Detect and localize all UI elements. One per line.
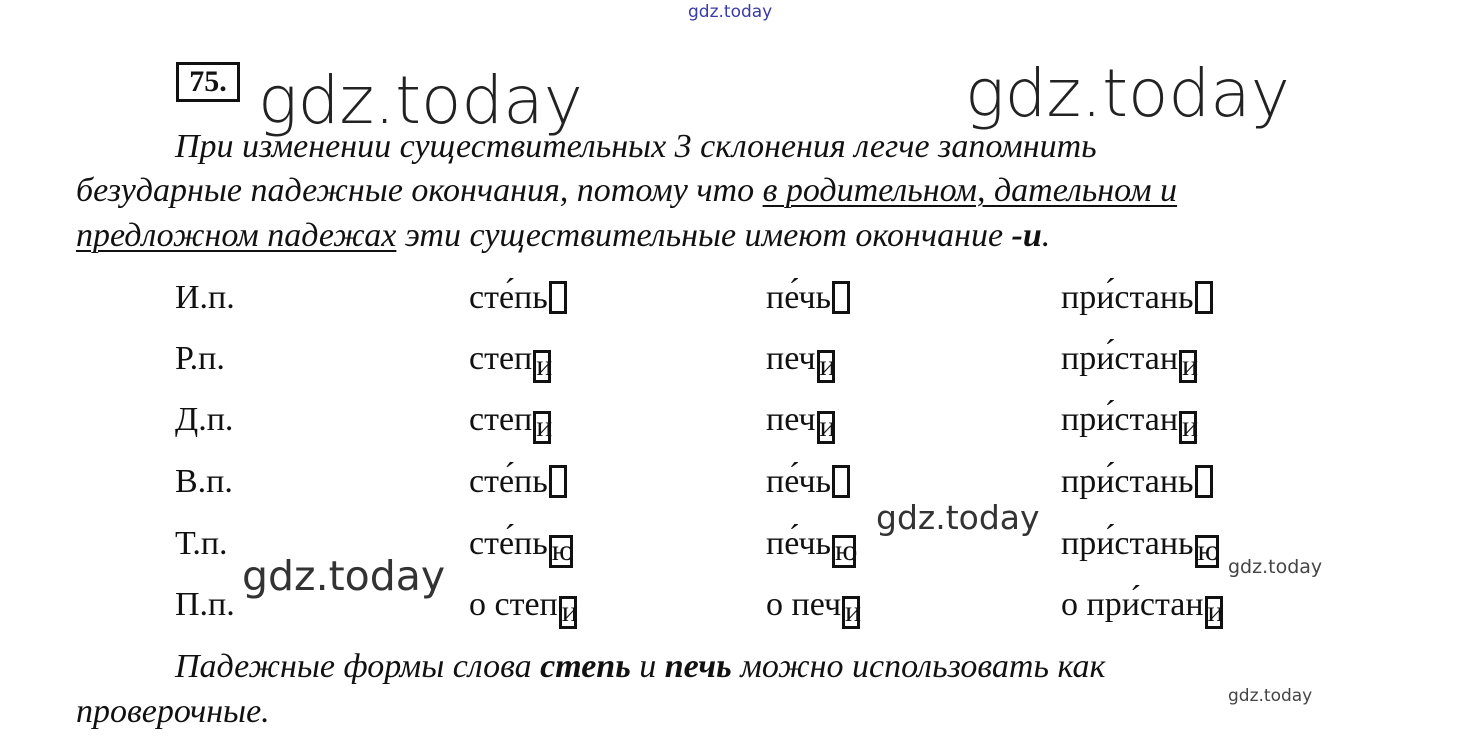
- ending-box: и: [1179, 411, 1197, 444]
- word-stem: при́стан: [1061, 401, 1179, 438]
- word-stem: при́стань: [1061, 463, 1194, 500]
- watermark-small-2: gdz.today: [1228, 686, 1313, 706]
- word-stem: сте́пь: [469, 525, 548, 562]
- word-stem: о при́стан: [1061, 586, 1204, 623]
- word-form: [1061, 586, 1223, 629]
- word-form: [469, 586, 577, 629]
- exercise-number: 75.: [176, 62, 240, 102]
- case-label: Р.п.: [175, 340, 225, 377]
- watermark-big-left: gdz.today: [258, 62, 583, 139]
- intro-line-2-underlined: в родительном, дательном и: [762, 172, 1178, 209]
- word-stem: при́стан: [1061, 340, 1179, 377]
- ending-box: ю: [1195, 535, 1219, 568]
- word-form: [469, 525, 573, 568]
- word-stem: печ: [766, 401, 816, 438]
- word-form: [469, 463, 567, 501]
- word-stem: сте́пь: [469, 279, 548, 316]
- word-form: [766, 525, 856, 568]
- intro-line-3-text: эти существительные имеют окончание: [396, 217, 1012, 254]
- word-form: [1061, 463, 1213, 501]
- ending-i: -и: [1011, 217, 1042, 254]
- word-stem: при́стань: [1061, 279, 1194, 316]
- conclusion-word-2: печь: [664, 648, 732, 685]
- word-form: [1061, 279, 1213, 317]
- word-stem: пе́чь: [766, 525, 832, 562]
- ending-box: ю: [549, 535, 573, 568]
- intro-line-3-underlined: предложном падежах: [76, 217, 397, 254]
- case-label: П.п.: [175, 586, 235, 623]
- case-label: В.п.: [175, 463, 233, 500]
- word-form: [1061, 340, 1197, 383]
- intro-line-3-end: .: [1041, 217, 1051, 254]
- conclusion-text-2: и: [630, 648, 665, 685]
- intro-line-1: При изменении существительных 3 склонения легче запомнить: [175, 128, 1097, 165]
- ending-box: и: [817, 411, 835, 444]
- word-stem: при́стань: [1061, 525, 1194, 562]
- ending-box: и: [533, 350, 551, 383]
- conclusion-text-1: Падежные формы слова: [175, 648, 541, 685]
- ending-box: [1195, 281, 1213, 314]
- ending-box: и: [533, 411, 551, 444]
- intro-line-2-text: безударные падежные окончания, потому что: [76, 172, 763, 209]
- intro-line-3: [76, 217, 1050, 255]
- conclusion-line-2: проверочные.: [76, 693, 270, 730]
- word-form: [766, 401, 835, 444]
- word-form: [469, 340, 551, 383]
- case-label: Т.п.: [175, 525, 228, 562]
- word-form: [469, 401, 551, 444]
- intro-line-2: [76, 172, 1177, 210]
- word-stem: пе́чь: [766, 463, 832, 500]
- watermark-mid-left: gdz.today: [242, 552, 446, 600]
- case-label: И.п.: [175, 279, 235, 316]
- word-form: [766, 340, 835, 383]
- word-stem: о степ: [469, 586, 558, 623]
- word-stem: печ: [766, 340, 816, 377]
- word-form: [469, 279, 567, 317]
- conclusion-line-1: [175, 648, 1105, 686]
- word-form: [766, 279, 850, 317]
- ending-box: [832, 465, 850, 498]
- ending-box: [549, 281, 567, 314]
- ending-box: [549, 465, 567, 498]
- word-stem: о печ: [766, 586, 842, 623]
- word-form: [1061, 525, 1219, 568]
- conclusion-text-3: можно использовать как: [731, 648, 1106, 685]
- watermark-mid-right: gdz.today: [876, 498, 1040, 537]
- ending-box: и: [559, 596, 577, 629]
- word-form: [1061, 401, 1197, 444]
- watermark-top: gdz.today: [688, 2, 773, 22]
- word-stem: степ: [469, 401, 533, 438]
- ending-box: ю: [832, 535, 856, 568]
- word-stem: сте́пь: [469, 463, 548, 500]
- ending-box: [1195, 465, 1213, 498]
- word-stem: пе́чь: [766, 279, 832, 316]
- watermark-small-1: gdz.today: [1228, 556, 1323, 578]
- word-form: [766, 463, 850, 501]
- watermark-big-right: gdz.today: [965, 55, 1290, 132]
- word-form: [766, 586, 860, 629]
- ending-box: и: [1179, 350, 1197, 383]
- conclusion-word-1: степь: [540, 648, 631, 685]
- ending-box: и: [1205, 596, 1223, 629]
- case-label: Д.п.: [175, 401, 234, 438]
- ending-box: и: [842, 596, 860, 629]
- word-stem: степ: [469, 340, 533, 377]
- ending-box: [832, 281, 850, 314]
- ending-box: и: [817, 350, 835, 383]
